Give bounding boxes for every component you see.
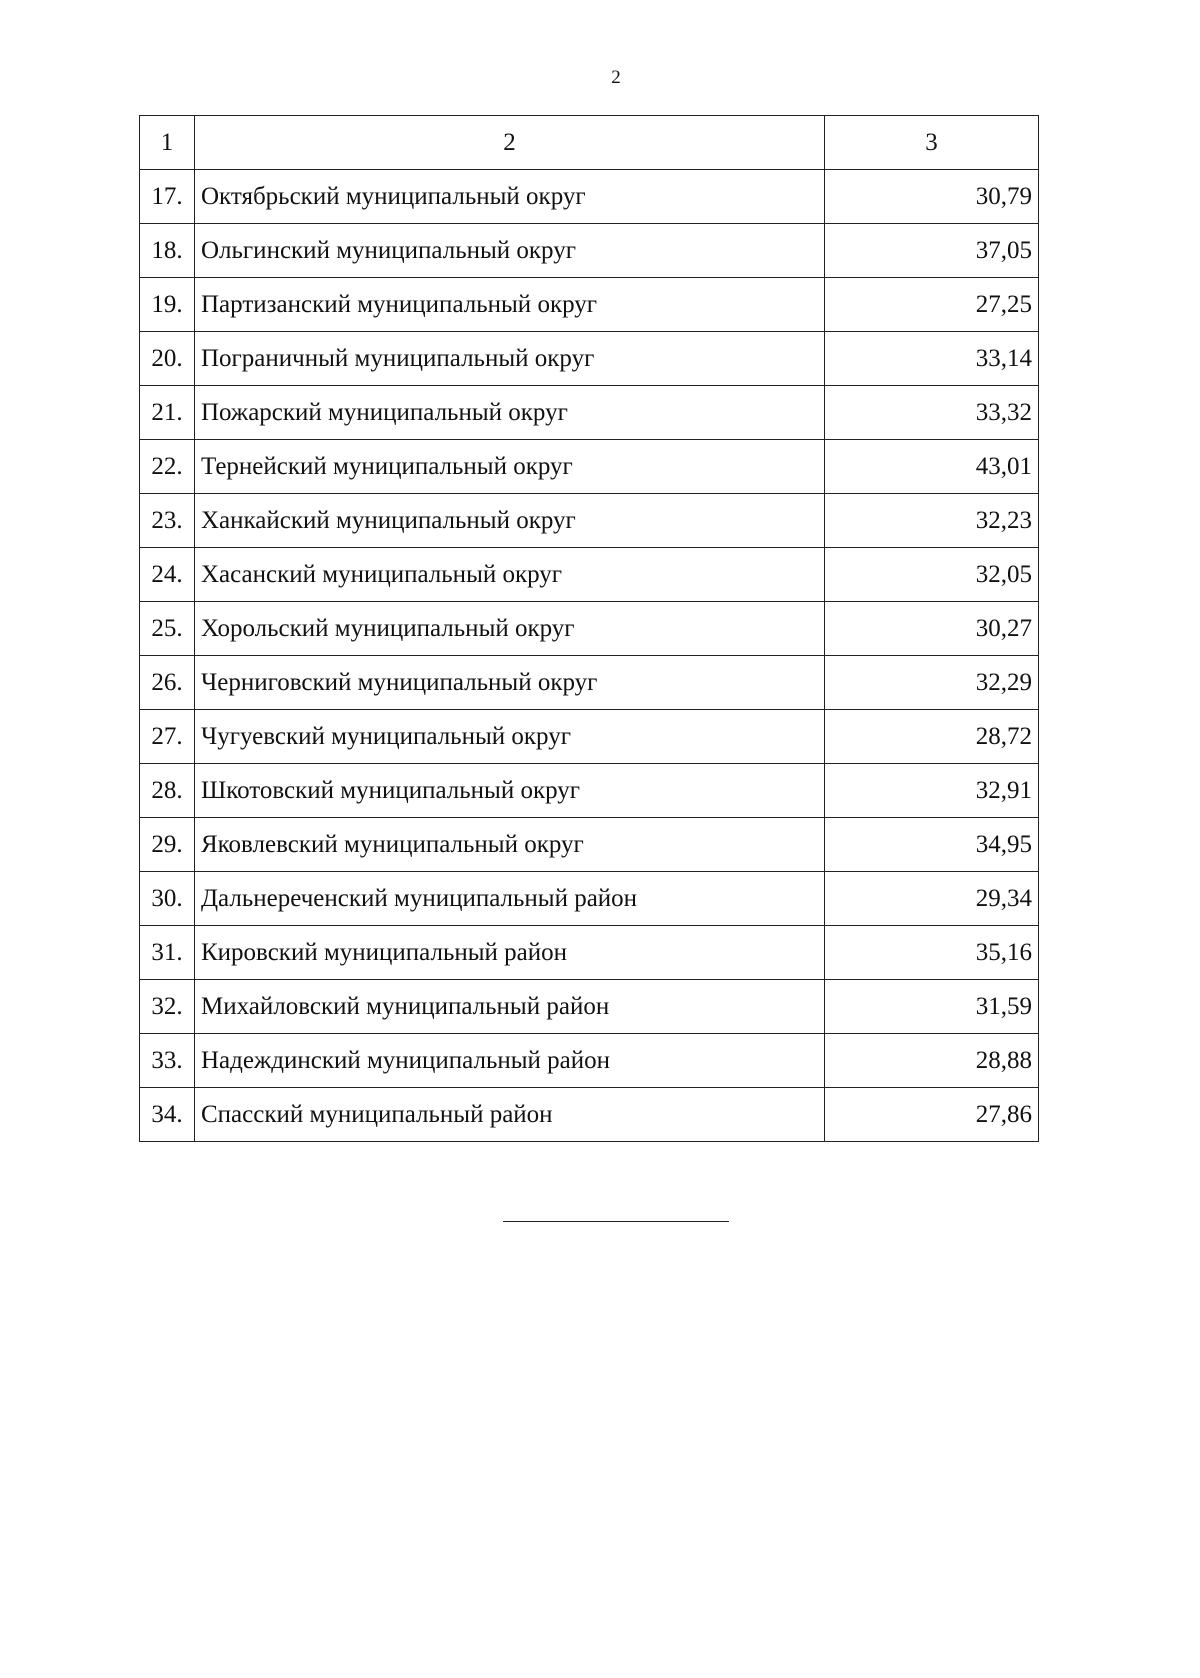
table-row (140, 1088, 1039, 1142)
municipality-name-cell: Ханкайский муниципальный округ (195, 494, 825, 548)
municipality-name-cell: Октябрьский муниципальный округ (195, 170, 825, 224)
value-cell: 28,88 (825, 1034, 1039, 1088)
value-cell: 30,27 (825, 602, 1039, 656)
municipality-name-cell: Кировский муниципальный район (195, 926, 825, 980)
end-divider-line (503, 1221, 729, 1222)
municipality-name-cell: Дальнереченский муниципальный район (195, 872, 825, 926)
table-row (140, 710, 1039, 764)
table-row (140, 440, 1039, 494)
table-row (140, 602, 1039, 656)
row-number-cell: 20. (140, 332, 195, 386)
municipality-name-cell: Партизанский муниципальный округ (195, 278, 825, 332)
table-row (140, 1034, 1039, 1088)
table-row (140, 926, 1039, 980)
table-row (140, 764, 1039, 818)
column-header-3: 3 (825, 116, 1039, 170)
row-number-cell: 27. (140, 710, 195, 764)
row-number-cell: 19. (140, 278, 195, 332)
table-row (140, 872, 1039, 926)
table-row (140, 332, 1039, 386)
municipality-name-cell: Чугуевский муниципальный округ (195, 710, 825, 764)
value-cell: 29,34 (825, 872, 1039, 926)
row-number-cell: 23. (140, 494, 195, 548)
column-header-1: 1 (140, 116, 195, 170)
row-number-cell: 18. (140, 224, 195, 278)
table-body (140, 116, 1039, 1142)
municipality-name-cell: Шкотовский муниципальный округ (195, 764, 825, 818)
value-cell: 33,14 (825, 332, 1039, 386)
table-row (140, 818, 1039, 872)
row-number-cell: 17. (140, 170, 195, 224)
value-cell: 33,32 (825, 386, 1039, 440)
table-row (140, 494, 1039, 548)
value-cell: 37,05 (825, 224, 1039, 278)
municipality-name-cell: Надеждинский муниципальный район (195, 1034, 825, 1088)
municipality-name-cell: Хорольский муниципальный округ (195, 602, 825, 656)
table-row (140, 224, 1039, 278)
row-number-cell: 28. (140, 764, 195, 818)
municipality-name-cell: Хасанский муниципальный округ (195, 548, 825, 602)
row-number-cell: 25. (140, 602, 195, 656)
municipality-name-cell: Яковлевский муниципальный округ (195, 818, 825, 872)
value-cell: 35,16 (825, 926, 1039, 980)
column-header-2: 2 (195, 116, 825, 170)
value-cell: 32,23 (825, 494, 1039, 548)
row-number-cell: 22. (140, 440, 195, 494)
value-cell: 34,95 (825, 818, 1039, 872)
table-row (140, 656, 1039, 710)
row-number-cell: 34. (140, 1088, 195, 1142)
value-cell: 31,59 (825, 980, 1039, 1034)
row-number-cell: 30. (140, 872, 195, 926)
value-cell: 32,91 (825, 764, 1039, 818)
row-number-cell: 29. (140, 818, 195, 872)
table-row (140, 278, 1039, 332)
municipality-name-cell: Спасский муниципальный район (195, 1088, 825, 1142)
row-number-cell: 26. (140, 656, 195, 710)
row-number-cell: 31. (140, 926, 195, 980)
row-number-cell: 24. (140, 548, 195, 602)
page-number: 2 (611, 67, 621, 88)
municipality-name-cell: Пожарский муниципальный округ (195, 386, 825, 440)
value-cell: 30,79 (825, 170, 1039, 224)
table-row (140, 548, 1039, 602)
table-header-row (140, 116, 1039, 170)
municipality-name-cell: Пограничный муниципальный округ (195, 332, 825, 386)
value-cell: 43,01 (825, 440, 1039, 494)
value-cell: 28,72 (825, 710, 1039, 764)
row-number-cell: 32. (140, 980, 195, 1034)
value-cell: 27,25 (825, 278, 1039, 332)
data-table (139, 115, 1039, 1142)
value-cell: 32,29 (825, 656, 1039, 710)
row-number-cell: 33. (140, 1034, 195, 1088)
table-row (140, 980, 1039, 1034)
table-row (140, 386, 1039, 440)
municipality-name-cell: Ольгинский муниципальный округ (195, 224, 825, 278)
value-cell: 32,05 (825, 548, 1039, 602)
value-cell: 27,86 (825, 1088, 1039, 1142)
municipality-name-cell: Тернейский муниципальный округ (195, 440, 825, 494)
table-row (140, 170, 1039, 224)
municipality-name-cell: Черниговский муниципальный округ (195, 656, 825, 710)
municipality-name-cell: Михайловский муниципальный район (195, 980, 825, 1034)
row-number-cell: 21. (140, 386, 195, 440)
